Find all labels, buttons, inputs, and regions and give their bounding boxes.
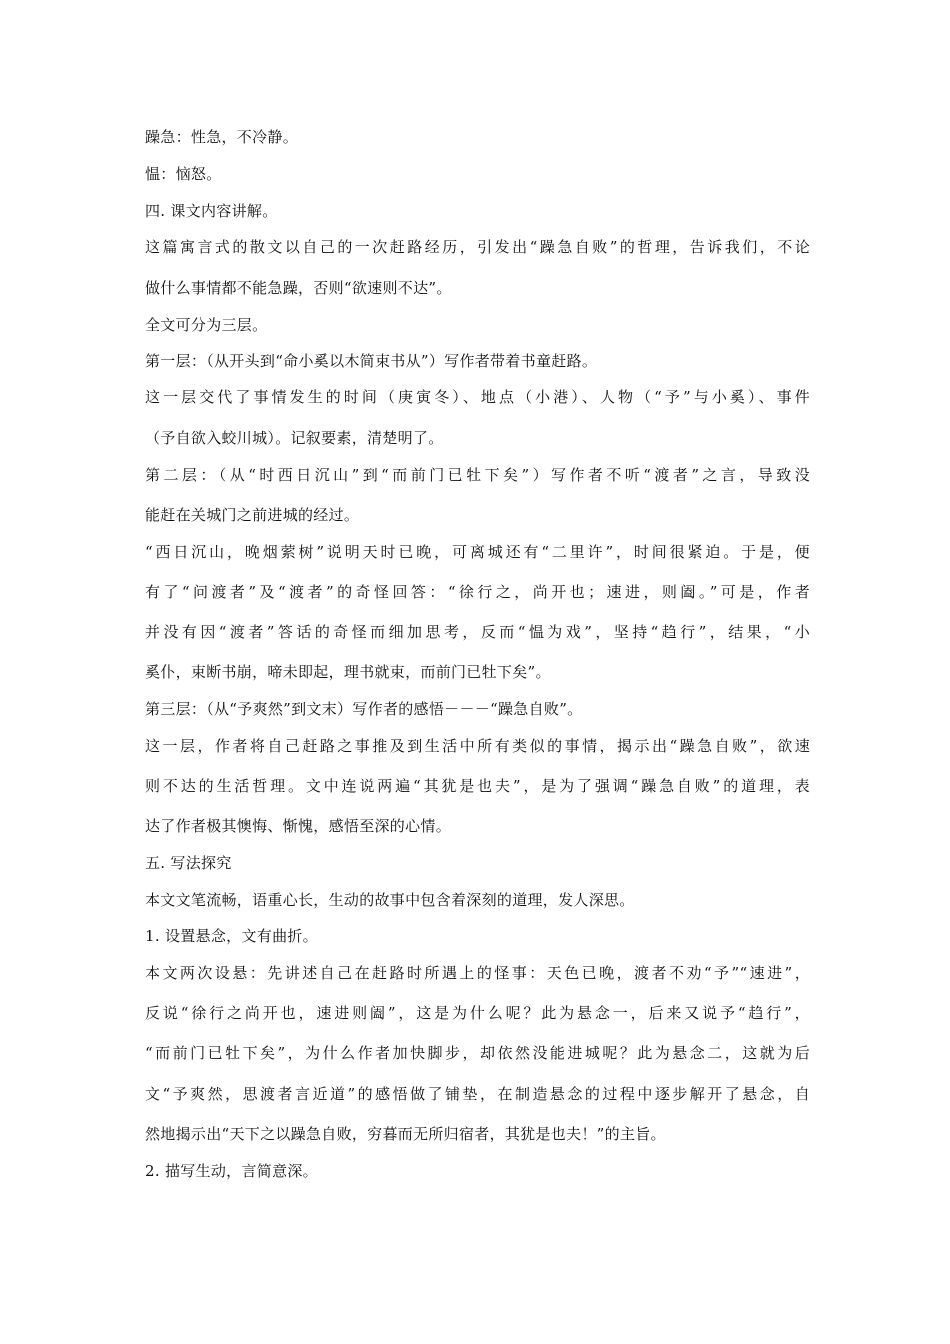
- text-line: 然地揭示出“天下之以躁急自败，穷暮而无所归宿者，其犹是也夫！”的主旨。: [145, 1125, 666, 1143]
- text-line: 做什么事情都不能急躁，否则“欲速则不达”。: [145, 279, 452, 297]
- text-line: （予自欲入蛟川城）。记叙要素，清楚明了。: [145, 429, 444, 447]
- text-line: 并没有因“渡者”答话的奇怪而细加思考，反而“愠为戏”，坚持“趋行”，结果，“小: [145, 623, 810, 641]
- subheading: 2. 描写生动，言简意深。: [145, 1162, 318, 1180]
- text-line: 本文两次设悬：先讲述自己在赶路时所遇上的怪事：天色已晚，渡者不劝“予”“速进”，: [145, 964, 810, 982]
- text-line: 第三层：（从“予爽然”到文末）写作者的感悟－－－“躁急自败”。: [145, 700, 583, 718]
- text-line: 第二层：（从“时西日沉山”到“而前门已牡下矣”）写作者不听“渡者”之言，导致没: [145, 466, 810, 484]
- text-line: “西日沉山，晚烟萦树”说明天时已晚，可离城还有“二里许”，时间很紧迫。于是，便: [145, 543, 810, 561]
- text-line: 躁急：性急，不冷静。: [145, 128, 299, 146]
- text-line: 第一层：（从开头到“命小奚以木简束书从”）写作者带着书童赶路。: [145, 352, 598, 370]
- subheading: 1. 设置悬念，文有曲折。: [145, 927, 318, 945]
- text-line: 有了“问渡者”及“渡者”的奇怪回答：“徐行之，尚开也；速进，则阖。”可是，作者: [145, 583, 810, 601]
- text-line: 这一层交代了事情发生的时间（庚寅冬）、地点（小港）、人物（“予”与小奚）、事件: [145, 388, 810, 406]
- text-line: 奚仆，束断书崩，啼未即起，理书就束，而前门已牡下矣”。: [145, 663, 551, 681]
- text-line: 达了作者极其懊悔、惭愧，感悟至深的心情。: [145, 817, 452, 835]
- text-line: 文“予爽然，思渡者言近道”的感悟做了铺垫，在制造悬念的过程中逐步解开了悬念，自: [145, 1085, 810, 1103]
- section-heading: 四. 课文内容讲解。: [145, 202, 278, 220]
- text-line: 则不达的生活哲理。文中连说两遍“其犹是也夫”，是为了强调“躁急自败”的道理，表: [145, 777, 810, 795]
- text-line: 这一层，作者将自己赶路之事推及到生活中所有类似的事情，揭示出“躁急自败”，欲速: [145, 737, 810, 755]
- text-line: 愠：恼怒。: [145, 165, 222, 183]
- section-heading: 五. 写法探究: [145, 854, 232, 872]
- text-line: “而前门已牡下矣”，为什么作者加快脚步，却依然没能进城呢？此为悬念二，这就为后: [145, 1044, 810, 1062]
- text-line: 能赶在关城门之前进城的经过。: [145, 506, 360, 524]
- text-line: 全文可分为三层。: [145, 316, 268, 334]
- text-line: 这篇寓言式的散文以自己的一次赶路经历，引发出“躁急自败”的哲理，告诉我们，不论: [145, 238, 810, 256]
- text-line: 本文文笔流畅，语重心长，生动的故事中包含着深刻的道理，发人深思。: [145, 891, 635, 909]
- text-line: 反说“徐行之尚开也，速进则阖”，这是为什么呢？此为悬念一，后来又说予“趋行”，: [145, 1004, 810, 1022]
